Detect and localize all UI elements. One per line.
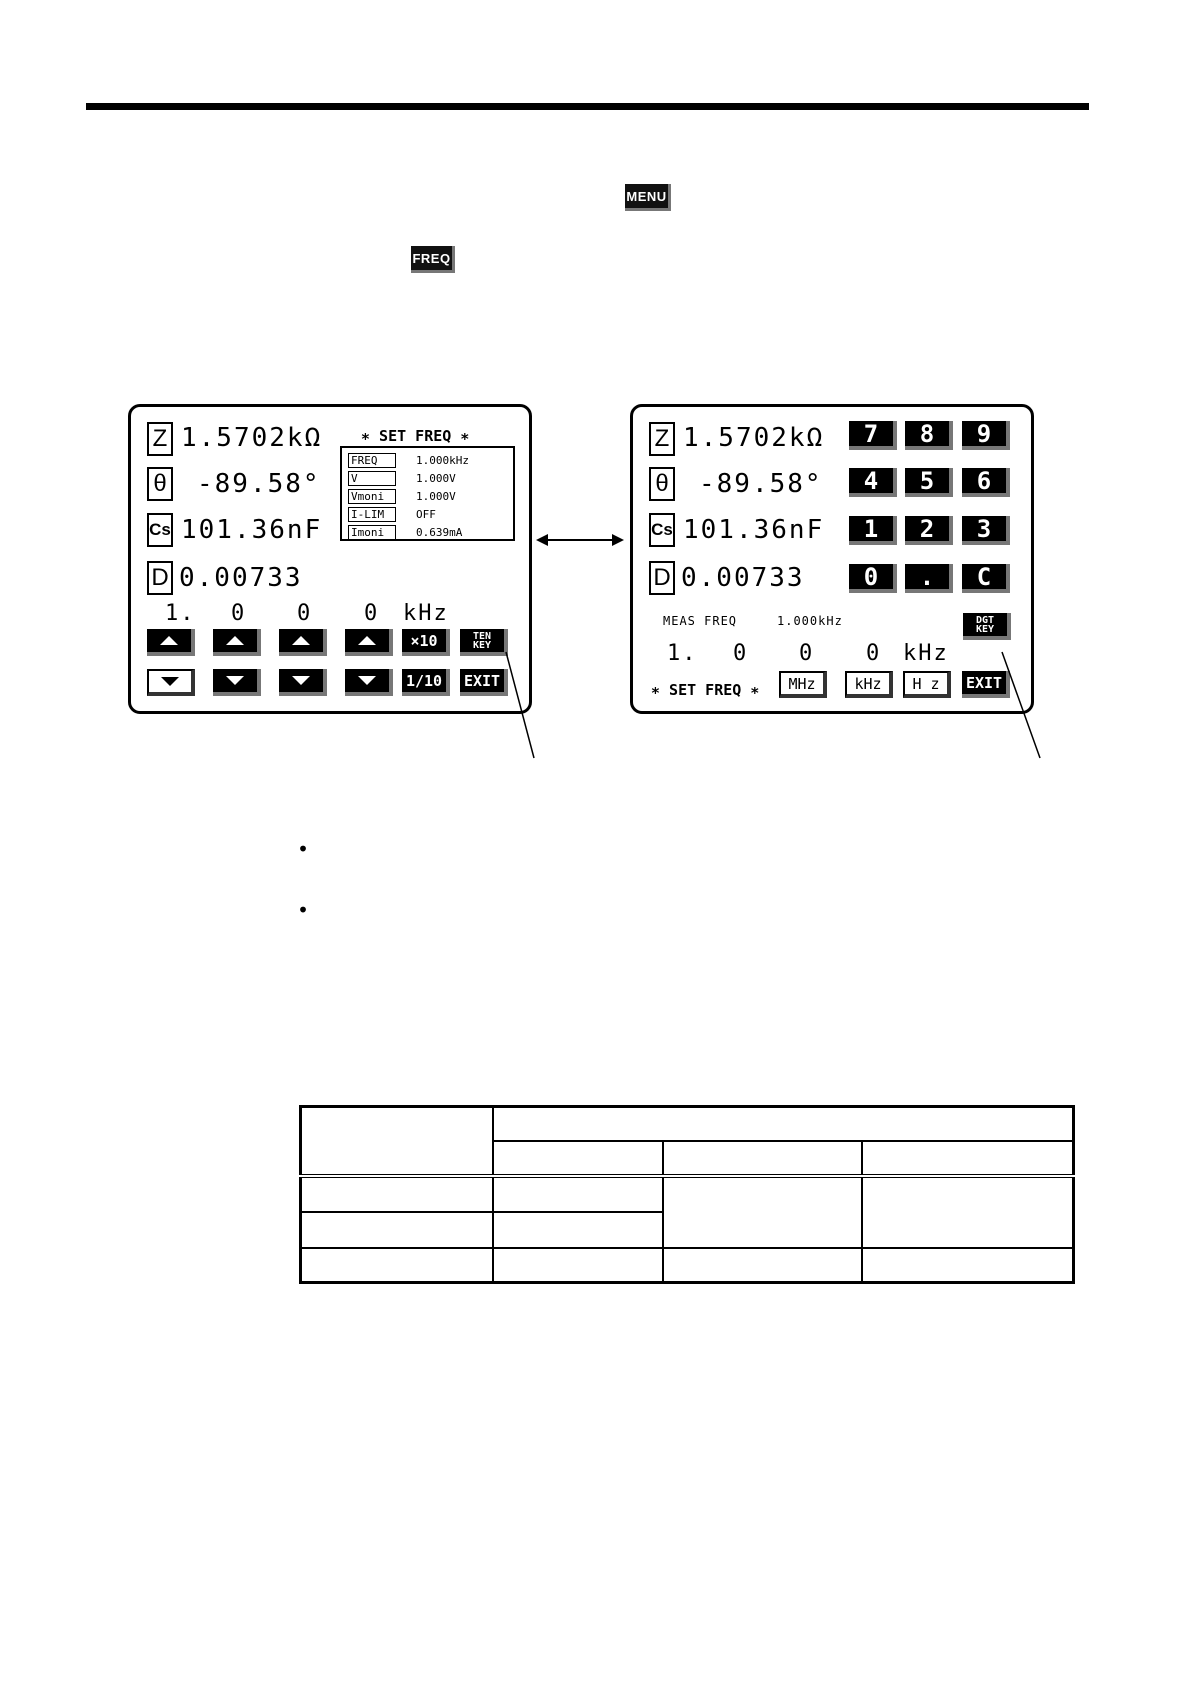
table-cell bbox=[862, 1248, 1073, 1283]
info-row-v bbox=[348, 471, 456, 486]
table-cell bbox=[493, 1248, 663, 1283]
d-reading: 0.00733 bbox=[681, 563, 805, 593]
key-9-button[interactable]: 9 bbox=[962, 421, 1010, 450]
digit-1: 1. bbox=[165, 601, 196, 626]
z-param-box[interactable]: Z bbox=[649, 422, 675, 456]
digit-3: 0 bbox=[799, 641, 815, 666]
digit-2-up-button[interactable] bbox=[213, 629, 261, 656]
key-decimal-button[interactable]: . bbox=[905, 564, 953, 593]
div-10-button[interactable]: 1/10 bbox=[402, 669, 450, 696]
double-arrow-icon bbox=[536, 530, 624, 550]
theta-param-box[interactable]: θ bbox=[649, 467, 675, 501]
exit-button[interactable]: EXIT bbox=[460, 669, 508, 696]
digit-4: 0 bbox=[364, 601, 380, 626]
digit-2: 0 bbox=[231, 601, 247, 626]
table-cell bbox=[493, 1176, 663, 1212]
z-param-box[interactable]: Z bbox=[147, 422, 173, 456]
cs-reading: 101.36nF bbox=[181, 515, 323, 545]
table-cell bbox=[493, 1212, 663, 1248]
cs-param-box[interactable]: Cs bbox=[147, 513, 173, 547]
digit-1-up-button[interactable] bbox=[147, 629, 195, 656]
key-1-button[interactable]: 1 bbox=[849, 516, 897, 545]
table-cell bbox=[663, 1248, 862, 1283]
exit-button[interactable]: EXIT bbox=[962, 671, 1010, 698]
digit-4-down-button[interactable] bbox=[345, 669, 393, 696]
d-param-box[interactable]: D bbox=[147, 561, 173, 595]
info-value: 1.000kHz bbox=[416, 454, 469, 467]
info-label: I-LIM bbox=[348, 507, 396, 522]
table-cell bbox=[301, 1107, 493, 1176]
set-freq-title: ∗ SET FREQ ∗ bbox=[361, 427, 470, 445]
hz-button[interactable]: H z bbox=[903, 671, 951, 698]
info-label: FREQ bbox=[348, 453, 396, 468]
up-arrow-icon bbox=[358, 636, 376, 645]
up-arrow-icon bbox=[292, 636, 310, 645]
table-cell bbox=[301, 1212, 493, 1248]
info-value: 1.000V bbox=[416, 490, 456, 503]
dgtkey-button[interactable] bbox=[963, 613, 1011, 640]
table-cell bbox=[301, 1176, 493, 1212]
digit-4: 0 bbox=[866, 641, 882, 666]
down-arrow-icon bbox=[161, 677, 179, 686]
header-rule bbox=[86, 103, 1089, 110]
dgtkey-bottom-label: KEY bbox=[975, 623, 995, 635]
meas-freq-label: MEAS FREQ bbox=[663, 614, 738, 628]
table-row bbox=[301, 1248, 1074, 1283]
key-7-button[interactable]: 7 bbox=[849, 421, 897, 450]
key-5-button[interactable]: 5 bbox=[905, 468, 953, 497]
info-row-ilim bbox=[348, 507, 436, 522]
table-cell bbox=[663, 1176, 862, 1248]
down-arrow-icon bbox=[358, 676, 376, 685]
table-cell bbox=[493, 1141, 663, 1176]
theta-param-box[interactable]: θ bbox=[147, 467, 173, 501]
key-8-button[interactable]: 8 bbox=[905, 421, 953, 450]
info-label: Imoni bbox=[348, 525, 396, 540]
key-3-button[interactable]: 3 bbox=[962, 516, 1010, 545]
bullet-2: • bbox=[297, 898, 310, 922]
callout-lines bbox=[490, 640, 1050, 760]
digit-1-down-button[interactable] bbox=[147, 669, 195, 696]
digit-1: 1. bbox=[667, 641, 698, 666]
info-row-freq bbox=[348, 453, 469, 468]
z-reading: 1.5702kΩ bbox=[181, 423, 323, 453]
up-arrow-icon bbox=[160, 636, 178, 645]
times-10-button[interactable]: ×10 bbox=[402, 629, 450, 656]
key-0-button[interactable]: 0 bbox=[849, 564, 897, 593]
info-row-imoni bbox=[348, 525, 463, 540]
theta-reading: -89.58° bbox=[699, 469, 823, 499]
info-label: Vmoni bbox=[348, 489, 396, 504]
table-cell bbox=[862, 1176, 1073, 1248]
d-reading: 0.00733 bbox=[179, 563, 303, 593]
info-value: OFF bbox=[416, 508, 436, 521]
info-value: 1.000V bbox=[416, 472, 456, 485]
table-cell bbox=[301, 1248, 493, 1283]
digit-2-down-button[interactable] bbox=[213, 669, 261, 696]
unit-label: kHz bbox=[403, 601, 449, 626]
dgtkey-top-label: DGT bbox=[975, 614, 995, 626]
unit-label: kHz bbox=[903, 641, 949, 666]
freq-key-icon: FREQ bbox=[411, 246, 455, 273]
cs-param-box[interactable]: Cs bbox=[649, 513, 675, 547]
theta-reading: -89.58° bbox=[197, 469, 321, 499]
table-row bbox=[301, 1107, 1074, 1141]
tenkey-top-label: TEN bbox=[472, 630, 492, 642]
table-cell bbox=[663, 1141, 862, 1176]
key-clear-button[interactable]: C bbox=[962, 564, 1010, 593]
meas-freq-value: 1.000kHz bbox=[777, 614, 843, 628]
d-param-box[interactable]: D bbox=[649, 561, 675, 595]
up-arrow-icon bbox=[226, 636, 244, 645]
info-value: 0.639mA bbox=[416, 526, 463, 539]
table-cell bbox=[862, 1141, 1073, 1176]
digit-3-down-button[interactable] bbox=[279, 669, 327, 696]
mhz-button[interactable]: MHz bbox=[779, 671, 827, 698]
info-label: V bbox=[348, 471, 396, 486]
digit-2: 0 bbox=[733, 641, 749, 666]
key-2-button[interactable]: 2 bbox=[905, 516, 953, 545]
digit-3: 0 bbox=[297, 601, 313, 626]
bullet-1: • bbox=[297, 837, 310, 861]
down-arrow-icon bbox=[226, 676, 244, 685]
key-6-button[interactable]: 6 bbox=[962, 468, 1010, 497]
table-cell bbox=[493, 1107, 1074, 1141]
down-arrow-icon bbox=[292, 676, 310, 685]
z-reading: 1.5702kΩ bbox=[683, 423, 825, 453]
tenkey-bottom-label: KEY bbox=[472, 639, 492, 651]
key-4-button[interactable]: 4 bbox=[849, 468, 897, 497]
khz-button[interactable]: kHz bbox=[845, 671, 893, 698]
digit-3-up-button[interactable] bbox=[279, 629, 327, 656]
digit-4-up-button[interactable] bbox=[345, 629, 393, 656]
settings-info-panel bbox=[340, 446, 515, 541]
table-row bbox=[301, 1176, 1074, 1212]
menu-key-icon: MENU bbox=[625, 184, 671, 211]
set-freq-title: ∗ SET FREQ ∗ bbox=[651, 681, 760, 699]
frequency-table bbox=[299, 1105, 1075, 1284]
info-row-vmoni bbox=[348, 489, 456, 504]
left-lcd-screen bbox=[128, 404, 532, 714]
cs-reading: 101.36nF bbox=[683, 515, 825, 545]
